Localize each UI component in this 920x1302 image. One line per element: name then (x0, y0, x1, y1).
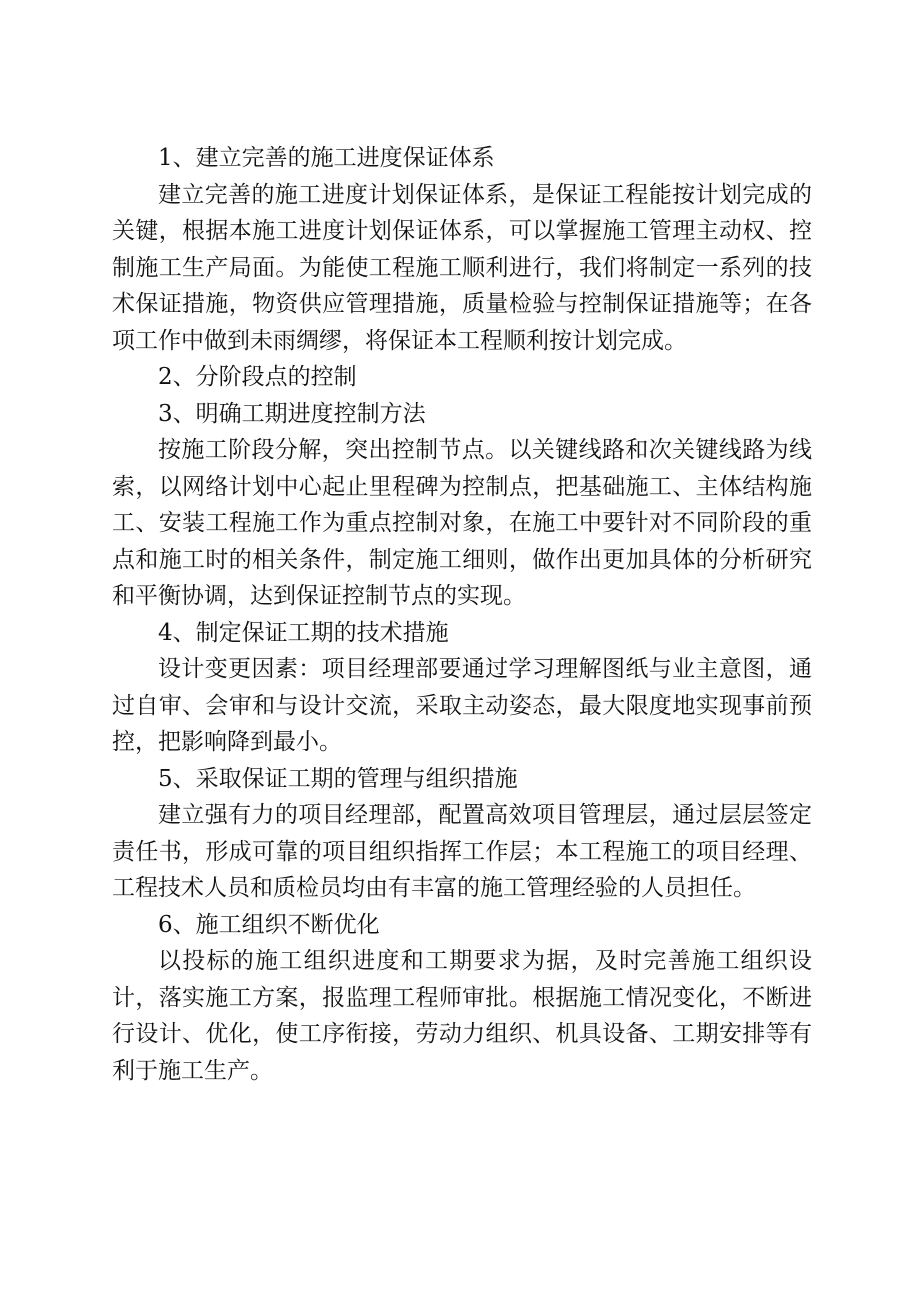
section-heading-6: 6、施工组织不断优化 (158, 911, 380, 938)
section-heading-1: 1、建立完善的施工进度保证体系 (158, 145, 495, 171)
section-heading-4: 4、制定保证工期的技术措施 (158, 619, 449, 646)
section-heading-5: 5、采取保证工期的管理与组织措施 (158, 765, 518, 792)
section-paragraph-4: 设计变更因素：项目经理部要通过学习理解图纸与业主意图，通过自审、会审和与设计交流，采取主动姿态，最大限度地实现事前预控，把影响降到最小。 (112, 656, 812, 755)
section-paragraph-3: 按施工阶段分解，突出控制节点。以关键线路和次关键线路为线索，以网络计划中心起止里程碑为控制点，把基础施工、主体结构施工、安装工程施工作为重点控制对象，在施工中要针对不同阶段的重点和施工时的相关条件，制定施工细则，做作出更加具体的分析研究和平衡协调，达到保证控制节点的实现。 (112, 437, 812, 609)
section-paragraph-5: 建立强有力的项目经理部，配置高效项目管理层，通过层层签定责任书，形成可靠的项目组织指挥工作层；本工程施工的项目经理、工程技术人员和质检员均由有丰富的施工管理经验的人员担任。 (112, 802, 812, 901)
section-heading-3: 3、明确工期进度控制方法 (158, 400, 426, 427)
section-paragraph-1: 建立完善的施工进度计划保证体系，是保证工程能按计划完成的关键，根据本施工进度计划保证体系，可以掌握施工管理主动权、控制施工生产局面。为能使工程施工顺利进行，我们将制定一系列的技术保证措施，物资供应管理措施，质量检验与控制保证措施等；在各项工作中做到未雨绸缪，将保证本工程顺利按计划完成。 (112, 181, 812, 354)
document-body (112, 140, 812, 1089)
section-heading-2: 2、分阶段点的控制 (158, 364, 357, 390)
section-paragraph-6: 以投标的施工组织进度和工期要求为据，及时完善施工组织设计，落实施工方案，报监理工程师审批。根据施工情况变化，不断进行设计、优化，使工序衔接，劳动力组织、机具设备、工期安排等有利于施工生产。 (112, 948, 812, 1084)
